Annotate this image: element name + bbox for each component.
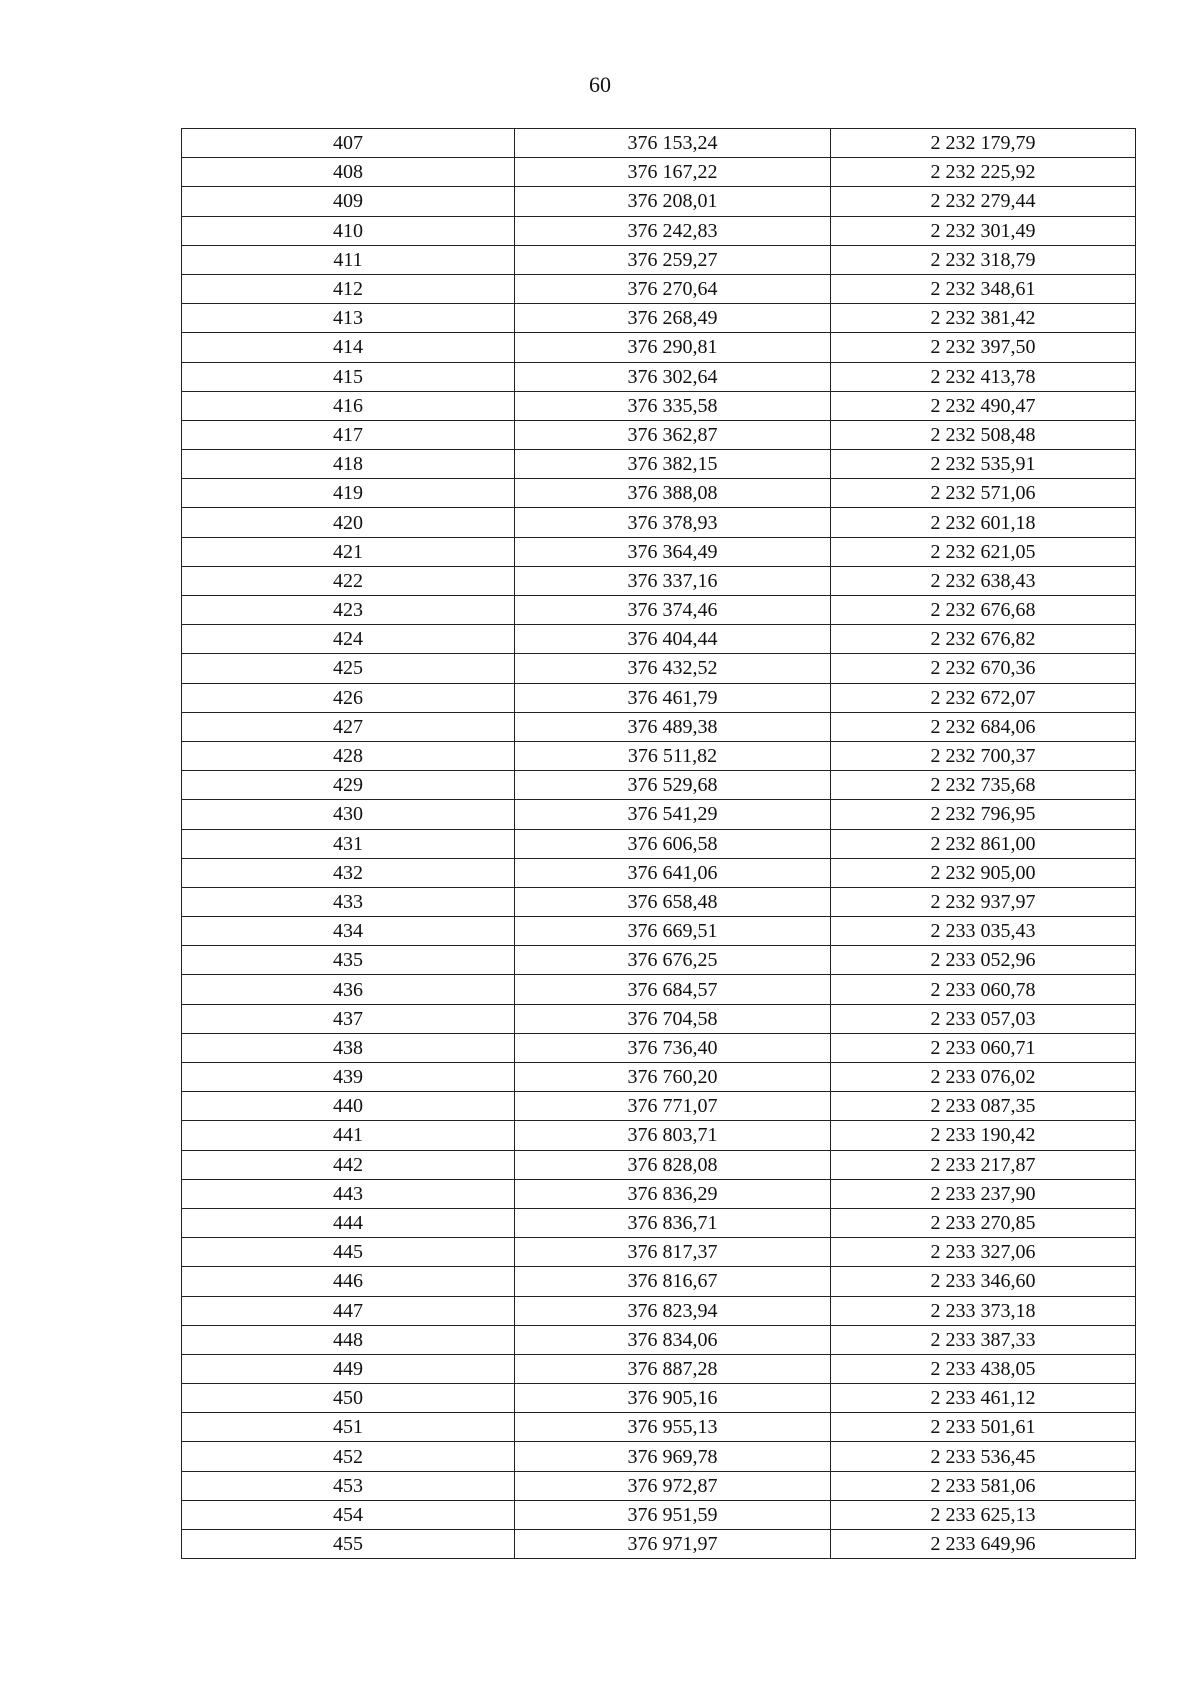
table-row [182,1150,1136,1179]
table-row [182,946,1136,975]
point-number-cell: 450 [182,1384,515,1413]
y-coordinate-cell: 2 233 190,42 [831,1121,1136,1150]
x-coordinate-cell: 376 511,82 [515,741,831,770]
table-row [182,1179,1136,1208]
table-row [182,1354,1136,1383]
y-coordinate-cell: 2 233 346,60 [831,1267,1136,1296]
point-number-cell: 424 [182,625,515,654]
table-row [182,537,1136,566]
x-coordinate-cell: 376 684,57 [515,975,831,1004]
y-coordinate-cell: 2 232 670,36 [831,654,1136,683]
page-number: 60 [589,72,611,97]
point-number-cell: 442 [182,1150,515,1179]
x-coordinate-cell: 376 760,20 [515,1063,831,1092]
y-coordinate-cell: 2 233 649,96 [831,1530,1136,1559]
x-coordinate-cell: 376 268,49 [515,304,831,333]
y-coordinate-cell: 2 232 861,00 [831,829,1136,858]
y-coordinate-cell: 2 232 638,43 [831,566,1136,595]
table-row [182,1004,1136,1033]
point-number-cell: 444 [182,1208,515,1237]
x-coordinate-cell: 376 167,22 [515,158,831,187]
x-coordinate-cell: 376 834,06 [515,1325,831,1354]
y-coordinate-cell: 2 233 327,06 [831,1238,1136,1267]
table-row [182,596,1136,625]
x-coordinate-cell: 376 803,71 [515,1121,831,1150]
point-number-cell: 439 [182,1063,515,1092]
point-number-cell: 407 [182,129,515,158]
coordinates-table [181,128,1136,1559]
y-coordinate-cell: 2 233 237,90 [831,1179,1136,1208]
y-coordinate-cell: 2 233 438,05 [831,1354,1136,1383]
y-coordinate-cell: 2 232 179,79 [831,129,1136,158]
x-coordinate-cell: 376 461,79 [515,683,831,712]
y-coordinate-cell: 2 233 035,43 [831,917,1136,946]
x-coordinate-cell: 376 337,16 [515,566,831,595]
y-coordinate-cell: 2 233 060,78 [831,975,1136,1004]
x-coordinate-cell: 376 817,37 [515,1238,831,1267]
point-number-cell: 408 [182,158,515,187]
point-number-cell: 415 [182,362,515,391]
table-row [182,566,1136,595]
point-number-cell: 426 [182,683,515,712]
x-coordinate-cell: 376 955,13 [515,1413,831,1442]
x-coordinate-cell: 376 816,67 [515,1267,831,1296]
x-coordinate-cell: 376 541,29 [515,800,831,829]
y-coordinate-cell: 2 232 676,82 [831,625,1136,654]
x-coordinate-cell: 376 676,25 [515,946,831,975]
table-row [182,362,1136,391]
y-coordinate-cell: 2 233 387,33 [831,1325,1136,1354]
table-row [182,1500,1136,1529]
table-row [182,1033,1136,1062]
y-coordinate-cell: 2 232 905,00 [831,858,1136,887]
table-row [182,1121,1136,1150]
x-coordinate-cell: 376 270,64 [515,274,831,303]
table-row [182,187,1136,216]
table-row [182,771,1136,800]
y-coordinate-cell: 2 232 684,06 [831,712,1136,741]
point-number-cell: 421 [182,537,515,566]
table-row [182,1063,1136,1092]
x-coordinate-cell: 376 335,58 [515,391,831,420]
point-number-cell: 416 [182,391,515,420]
x-coordinate-cell: 376 836,29 [515,1179,831,1208]
table-row [182,1413,1136,1442]
x-coordinate-cell: 376 641,06 [515,858,831,887]
y-coordinate-cell: 2 232 348,61 [831,274,1136,303]
table-row [182,333,1136,362]
y-coordinate-cell: 2 232 672,07 [831,683,1136,712]
point-number-cell: 437 [182,1004,515,1033]
y-coordinate-cell: 2 233 217,87 [831,1150,1136,1179]
y-coordinate-cell: 2 232 796,95 [831,800,1136,829]
point-number-cell: 411 [182,245,515,274]
x-coordinate-cell: 376 374,46 [515,596,831,625]
point-number-cell: 451 [182,1413,515,1442]
point-number-cell: 423 [182,596,515,625]
table-row [182,858,1136,887]
point-number-cell: 454 [182,1500,515,1529]
table-row [182,1296,1136,1325]
x-coordinate-cell: 376 951,59 [515,1500,831,1529]
x-coordinate-cell: 376 378,93 [515,508,831,537]
table-row [182,654,1136,683]
x-coordinate-cell: 376 388,08 [515,479,831,508]
table-row [182,1530,1136,1559]
x-coordinate-cell: 376 362,87 [515,420,831,449]
y-coordinate-cell: 2 233 625,13 [831,1500,1136,1529]
x-coordinate-cell: 376 153,24 [515,129,831,158]
x-coordinate-cell: 376 302,64 [515,362,831,391]
point-number-cell: 435 [182,946,515,975]
point-number-cell: 413 [182,304,515,333]
point-number-cell: 434 [182,917,515,946]
point-number-cell: 436 [182,975,515,1004]
x-coordinate-cell: 376 669,51 [515,917,831,946]
table-row [182,1238,1136,1267]
x-coordinate-cell: 376 259,27 [515,245,831,274]
y-coordinate-cell: 2 233 076,02 [831,1063,1136,1092]
x-coordinate-cell: 376 828,08 [515,1150,831,1179]
y-coordinate-cell: 2 232 571,06 [831,479,1136,508]
table-row [182,741,1136,770]
table-row [182,917,1136,946]
y-coordinate-cell: 2 232 279,44 [831,187,1136,216]
y-coordinate-cell: 2 232 397,50 [831,333,1136,362]
x-coordinate-cell: 376 658,48 [515,887,831,916]
x-coordinate-cell: 376 208,01 [515,187,831,216]
x-coordinate-cell: 376 432,52 [515,654,831,683]
table-row [182,216,1136,245]
point-number-cell: 409 [182,187,515,216]
table-row [182,508,1136,537]
table-row [182,450,1136,479]
point-number-cell: 446 [182,1267,515,1296]
y-coordinate-cell: 2 233 087,35 [831,1092,1136,1121]
table-row [182,304,1136,333]
point-number-cell: 422 [182,566,515,595]
y-coordinate-cell: 2 233 536,45 [831,1442,1136,1471]
x-coordinate-cell: 376 290,81 [515,333,831,362]
x-coordinate-cell: 376 971,97 [515,1530,831,1559]
y-coordinate-cell: 2 233 501,61 [831,1413,1136,1442]
point-number-cell: 445 [182,1238,515,1267]
point-number-cell: 440 [182,1092,515,1121]
point-number-cell: 412 [182,274,515,303]
table-row [182,274,1136,303]
y-coordinate-cell: 2 232 413,78 [831,362,1136,391]
table-row [182,625,1136,654]
x-coordinate-cell: 376 972,87 [515,1471,831,1500]
point-number-cell: 425 [182,654,515,683]
x-coordinate-cell: 376 364,49 [515,537,831,566]
y-coordinate-cell: 2 233 060,71 [831,1033,1136,1062]
x-coordinate-cell: 376 242,83 [515,216,831,245]
table-row [182,129,1136,158]
table-row [182,1471,1136,1500]
y-coordinate-cell: 2 232 621,05 [831,537,1136,566]
table-row [182,683,1136,712]
point-number-cell: 414 [182,333,515,362]
coordinates-table-body [182,129,1136,1559]
point-number-cell: 438 [182,1033,515,1062]
table-row [182,479,1136,508]
table-row [182,1092,1136,1121]
y-coordinate-cell: 2 232 225,92 [831,158,1136,187]
y-coordinate-cell: 2 233 373,18 [831,1296,1136,1325]
table-row [182,1267,1136,1296]
y-coordinate-cell: 2 232 676,68 [831,596,1136,625]
table-row [182,1208,1136,1237]
x-coordinate-cell: 376 736,40 [515,1033,831,1062]
y-coordinate-cell: 2 233 270,85 [831,1208,1136,1237]
point-number-cell: 429 [182,771,515,800]
x-coordinate-cell: 376 771,07 [515,1092,831,1121]
y-coordinate-cell: 2 233 461,12 [831,1384,1136,1413]
table-row [182,1442,1136,1471]
table-row [182,158,1136,187]
y-coordinate-cell: 2 232 301,49 [831,216,1136,245]
point-number-cell: 447 [182,1296,515,1325]
point-number-cell: 452 [182,1442,515,1471]
y-coordinate-cell: 2 232 937,97 [831,887,1136,916]
table-row [182,1325,1136,1354]
point-number-cell: 431 [182,829,515,858]
point-number-cell: 428 [182,741,515,770]
table-row [182,975,1136,1004]
table-row [182,245,1136,274]
x-coordinate-cell: 376 905,16 [515,1384,831,1413]
point-number-cell: 427 [182,712,515,741]
point-number-cell: 453 [182,1471,515,1500]
point-number-cell: 420 [182,508,515,537]
y-coordinate-cell: 2 232 490,47 [831,391,1136,420]
y-coordinate-cell: 2 232 318,79 [831,245,1136,274]
point-number-cell: 448 [182,1325,515,1354]
x-coordinate-cell: 376 529,68 [515,771,831,800]
point-number-cell: 432 [182,858,515,887]
point-number-cell: 419 [182,479,515,508]
x-coordinate-cell: 376 969,78 [515,1442,831,1471]
y-coordinate-cell: 2 233 581,06 [831,1471,1136,1500]
point-number-cell: 417 [182,420,515,449]
point-number-cell: 410 [182,216,515,245]
x-coordinate-cell: 376 704,58 [515,1004,831,1033]
x-coordinate-cell: 376 404,44 [515,625,831,654]
point-number-cell: 433 [182,887,515,916]
point-number-cell: 455 [182,1530,515,1559]
point-number-cell: 443 [182,1179,515,1208]
point-number-cell: 449 [182,1354,515,1383]
y-coordinate-cell: 2 232 535,91 [831,450,1136,479]
table-row [182,800,1136,829]
y-coordinate-cell: 2 232 381,42 [831,304,1136,333]
y-coordinate-cell: 2 232 700,37 [831,741,1136,770]
point-number-cell: 430 [182,800,515,829]
y-coordinate-cell: 2 232 508,48 [831,420,1136,449]
x-coordinate-cell: 376 489,38 [515,712,831,741]
table-row [182,829,1136,858]
table-row [182,420,1136,449]
y-coordinate-cell: 2 233 057,03 [831,1004,1136,1033]
table-row [182,887,1136,916]
table-row [182,391,1136,420]
y-coordinate-cell: 2 232 735,68 [831,771,1136,800]
table-row [182,712,1136,741]
y-coordinate-cell: 2 232 601,18 [831,508,1136,537]
x-coordinate-cell: 376 382,15 [515,450,831,479]
table-row [182,1384,1136,1413]
x-coordinate-cell: 376 606,58 [515,829,831,858]
point-number-cell: 418 [182,450,515,479]
x-coordinate-cell: 376 823,94 [515,1296,831,1325]
y-coordinate-cell: 2 233 052,96 [831,946,1136,975]
x-coordinate-cell: 376 887,28 [515,1354,831,1383]
x-coordinate-cell: 376 836,71 [515,1208,831,1237]
point-number-cell: 441 [182,1121,515,1150]
